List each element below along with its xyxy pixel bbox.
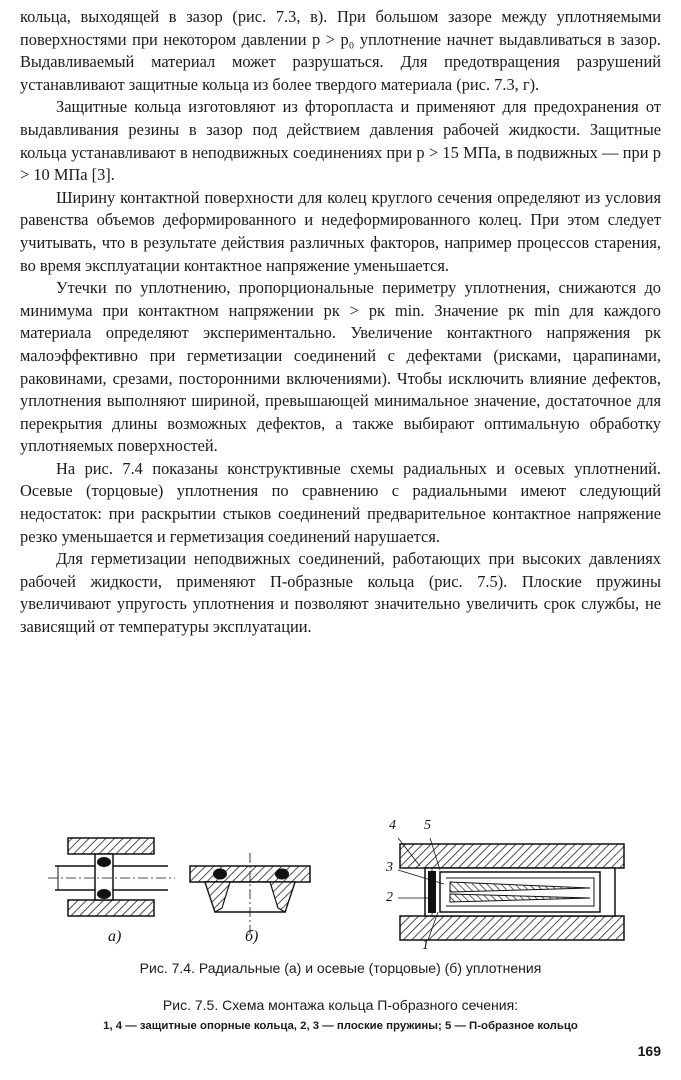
figure-7-5-legend: 1, 4 — защитные опорные кольца, 2, 3 — плоские пружины; 5 — П-образное кольцо [103,1020,578,1032]
text-body [20,6,661,639]
callout-2: 2 [386,890,393,905]
u-ring-assembly-drawing [398,838,624,940]
paragraph-1: кольца, выходящей в зазор (рис. 7.3, в). При большом зазоре между уплотняемыми поверхностями при некотором давлении p > p₀ уплотнение начнет выдавливаться в зазор. Выдавливаемый материал может разрушаться. Для предотвращения разрушений устанавливают защитные кольца из более твердого материала (рис. 7.3, г). [20,7,661,94]
radial-seal-drawing [48,838,175,916]
callout-1: 1 [422,938,429,953]
callout-4: 4 [389,818,396,833]
paragraph-2: Защитные кольца изготовляют из фторопласта и применяют для предохранения от выдавливания резины в зазор под действием давления рабочей жидкости. Защитные кольца устанавливают в неподвижных соединениях при p > 15 МПа, в подвижных — при p > 10 МПа [3]. [20,97,661,185]
axial-seal-drawing [190,853,310,933]
paragraph-6: Для герметизации неподвижных соединений, работающих при высоких давлениях рабочей жидкости, применяют П-образные кольца (рис. 7.5). Плоские пружины увеличивают упругость уплотнения и позволяют значительно увеличить срок службы, не зависящий от температуры эксплуатации. [20,549,661,637]
figures-drawing [0,808,681,968]
paragraph-5: На рис. 7.4 показаны конструктивные схемы радиальных и осевых уплотнений. Осевые (торцовые) уплотнения по сравнению с радиальными имеют следующий недостаток: при раскрытии стыков соединений предварительное контактное напряжение резко уменьшается и герметизация соединений нарушается. [20,458,661,546]
paragraph-3: Ширину контактной поверхности для колец круглого сечения определяют из условия равенства объемов деформированного и недеформированного колец. При этом следует учитывать, что в результате действия различных факторов, например процессов старения, во время эксплуатации контактное напряжение уменьшается. [20,187,661,275]
paragraph-4: Утечки по уплотнению, пропорциональные периметру уплотнения, снижаются до минимума при контактном напряжении pк > pк min. Значение pк min для каждого материала определяют экспериментально. Увеличение контактного напряжения pк малоэффективно при герметизации соединений с дефектами (рисками, царапинами, раковинами, срезами, посторонними включениями). Чтобы исключить влияние дефектов, уплотнения выполняют шириной, превышающей минимальное значение, достаточное для перекрытия длины возможных дефектов, а также выбирают оптимальную обработку уплотняемых поверхностей. [20,278,661,456]
callout-3: 3 [386,860,393,875]
figure-label-b: б) [245,928,259,945]
callout-5: 5 [424,818,431,833]
figure-7-4-caption: Рис. 7.4. Радиальные (а) и осевые (торцовые) (б) уплотнения [139,960,542,976]
figure-7-5-caption: Рис. 7.5. Схема монтажа кольца П-образного сечения: [162,997,519,1013]
figure-label-a: а) [108,928,122,945]
page-number: 169 [637,1043,661,1059]
figures-area [0,808,681,968]
